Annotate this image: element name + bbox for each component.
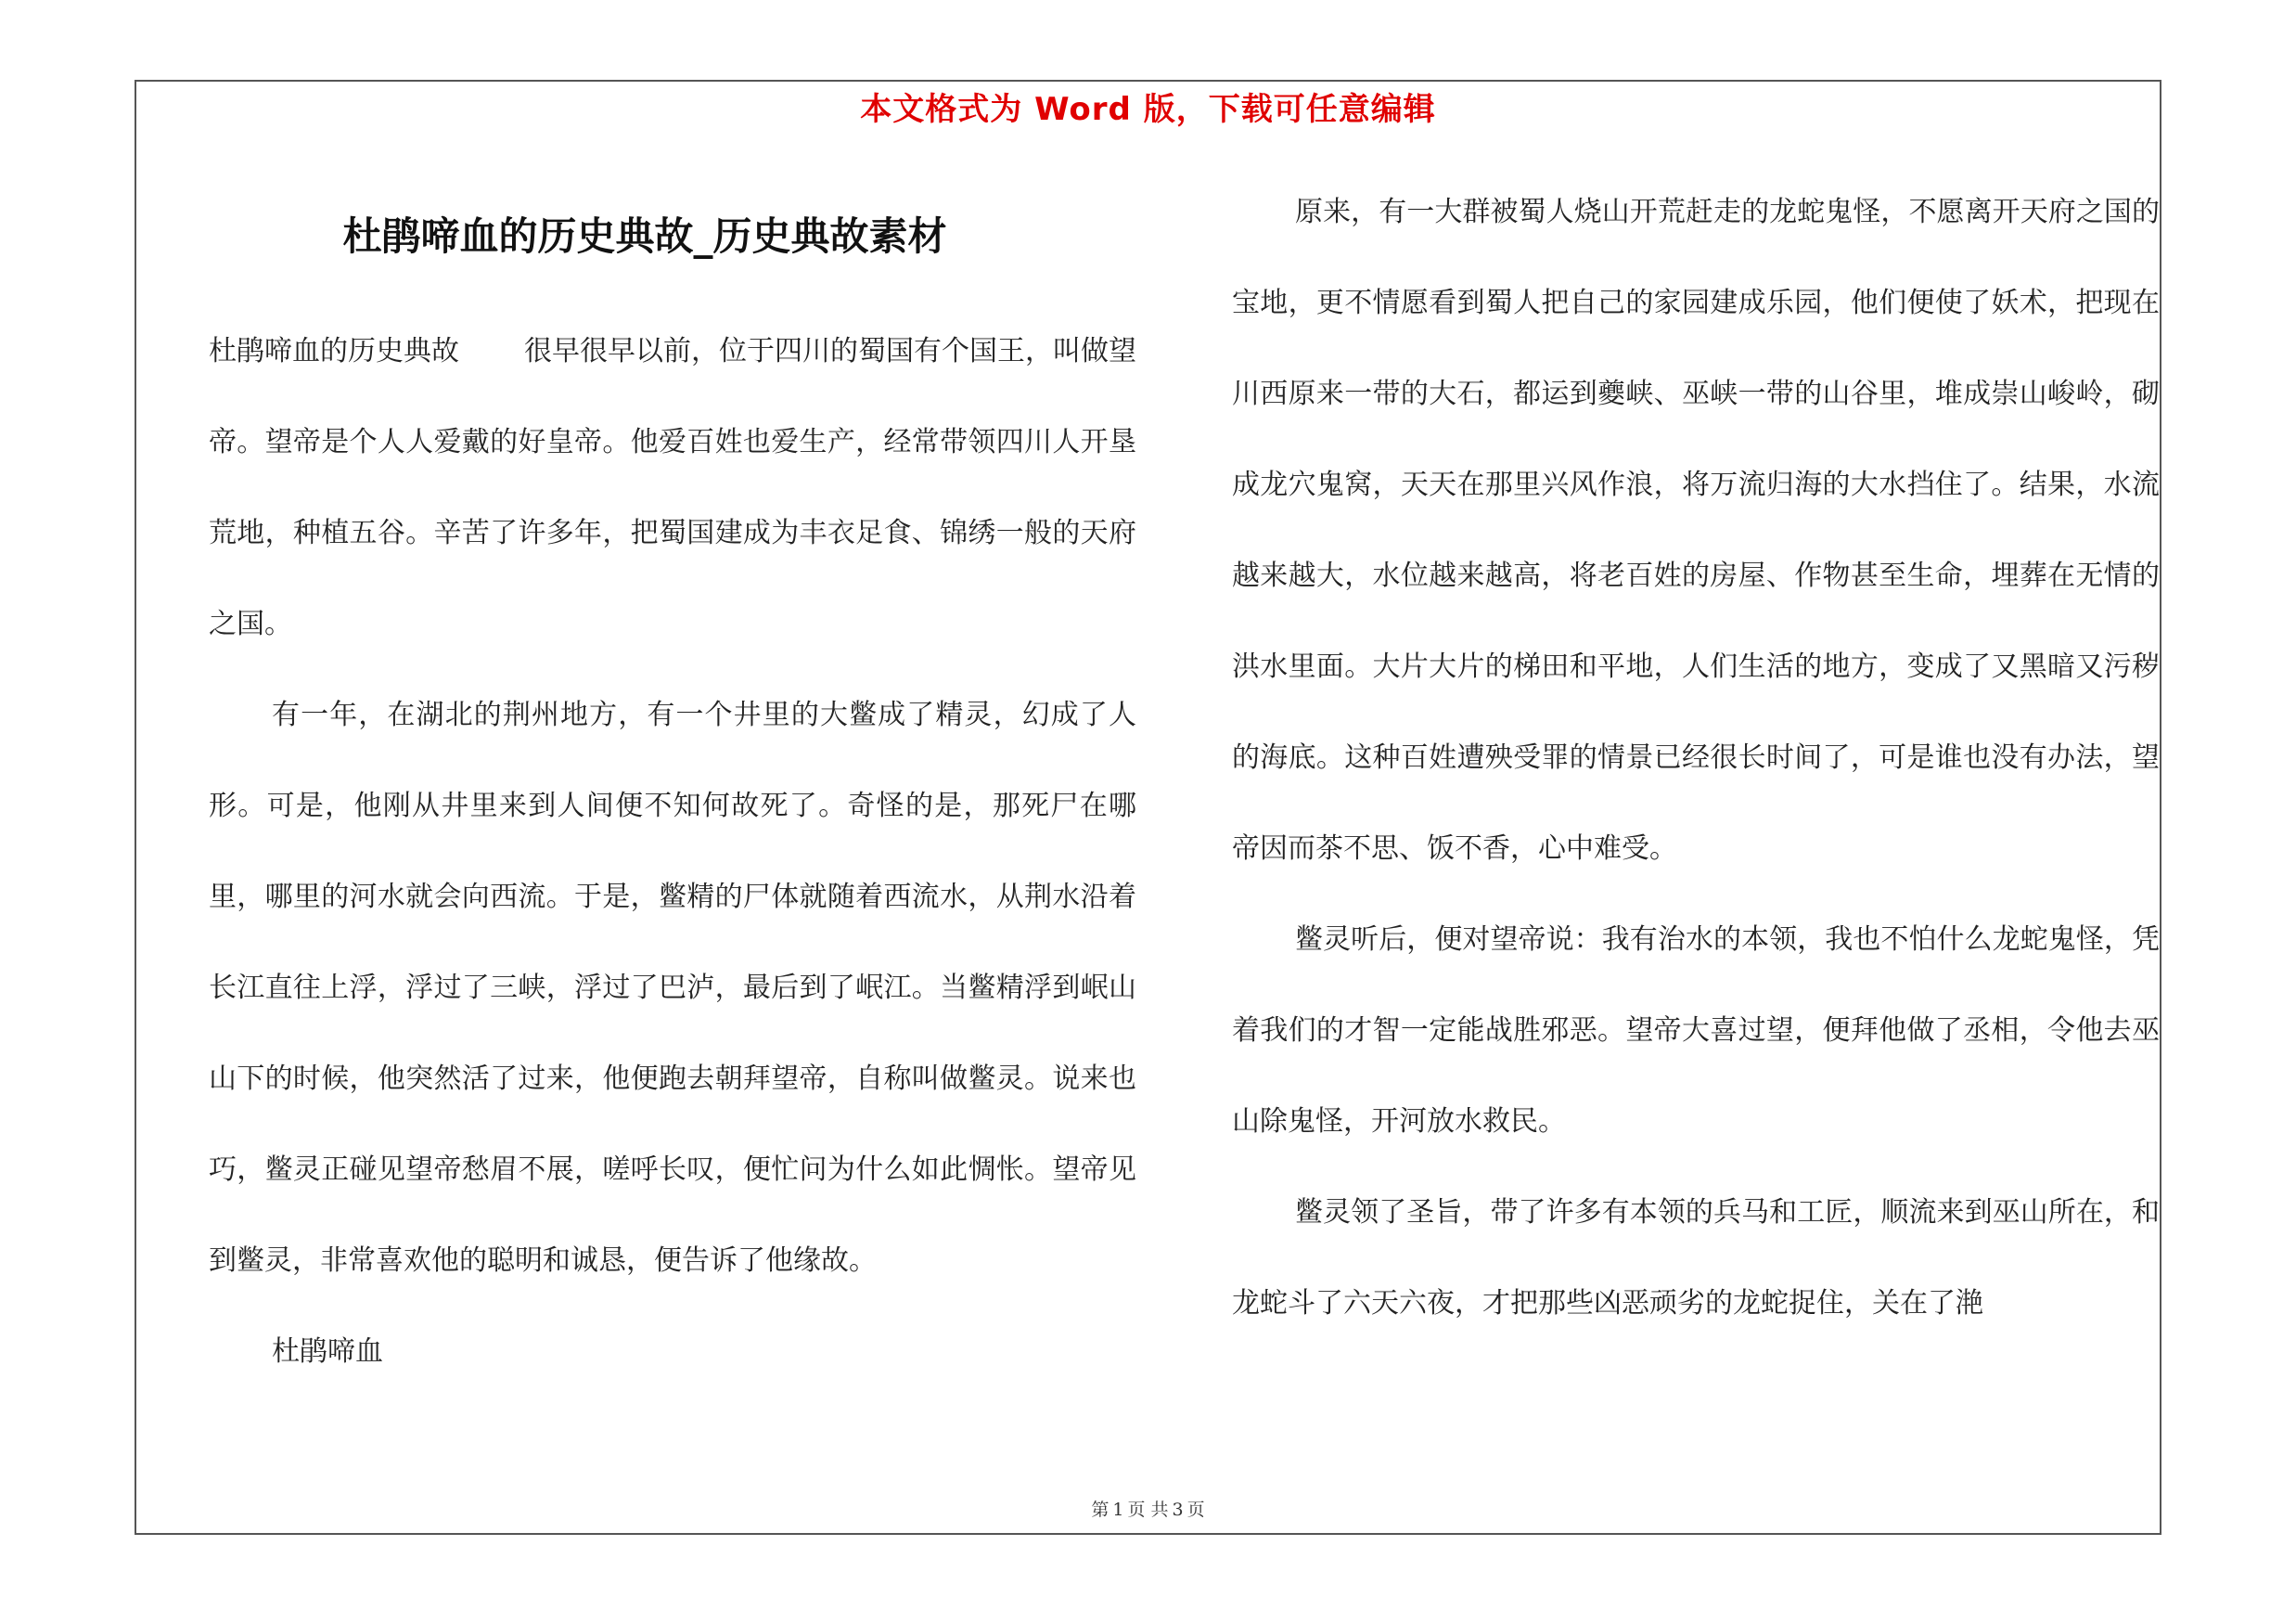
footer-current-page: 1 <box>1112 1500 1124 1520</box>
left-paragraph-1 <box>209 306 1136 670</box>
right-paragraph-1: 原来，有一大群被蜀人烧山开荒赶走的龙蛇鬼怪，不愿离开天府之国的宝地，更不情愿看到蜀人把自己的家园建成乐园，他们便使了妖术，把现在川西原来一带的大石，都运到夔峡、巫峡一带的山谷里，堆成崇山峻岭，砌成龙穴鬼窝，天天在那里兴风作浪，将万流归海的大水挡住了。结果，水流越来越大，水位越来越高，将老百姓的房屋、作物甚至生命，埋葬在无情的洪水里面。大片大片的梯田和平地，人们生活的地方，变成了又黑暗又污秽的海底。这种百姓遭殃受罪的情景已经很长时间了，可是谁也没有办法，望帝因而茶不思、饭不香，心中难受。 <box>1232 196 2160 865</box>
document-title: 杜鹃啼血的历史典故_历史典故素材 <box>342 213 947 259</box>
right-paragraph-2: 鳖灵听后，便对望帝说：我有治水的本领，我也不怕什么龙蛇鬼怪，凭着我们的才智一定能战胜邪恶。望帝大喜过望，便拜他做了丞相，令他去巫山除鬼怪，开河放水救民。 <box>1232 923 2160 1138</box>
right-column <box>1232 167 2160 1349</box>
word-format-banner: 本文格式为 Word 版，下载可任意编辑 <box>860 91 1436 128</box>
left-column <box>209 306 1136 1398</box>
left-paragraph-1-text: 很早很早以前，位于四川的蜀国有个国王，叫做望帝。望帝是个人人爱戴的好皇帝。他爱百姓也爱生产，经常带领四川人开垦荒地，种植五谷。辛苦了许多年，把蜀国建成为丰衣足食、锦绣一般的天府之国。 <box>209 335 1136 640</box>
article-label: 杜鹃啼血的历史典故 <box>209 335 459 367</box>
page-footer <box>0 1496 2296 1521</box>
footer-prefix: 第 <box>1091 1500 1110 1520</box>
left-paragraph-2: 有一年，在湖北的荆州地方，有一个井里的大鳖成了精灵，幻成了人形。可是，他刚从井里来到人间便不知何故死了。奇怪的是，那死尸在哪里，哪里的河水就会向西流。于是，鳖精的尸体就随着西流水，从荆水沿着长江直往上浮，浮过了三峡，浮过了巴泸，最后到了岷江。当鳖精浮到岷山山下的时候，他突然活了过来，他便跑去朝拜望帝，自称叫做鳖灵。说来也巧，鳖灵正碰见望帝愁眉不展，嗟呼长叹，便忙问为什么如此惆怅。望帝见到鳖灵，非常喜欢他的聪明和诚恳，便告诉了他缘故。 <box>209 699 1136 1277</box>
left-paragraph-3: 杜鹃啼血 <box>272 1335 383 1368</box>
right-paragraph-3: 鳖灵领了圣旨，带了许多有本领的兵马和工匠，顺流来到巫山所在，和龙蛇斗了六天六夜，才把那些凶恶顽劣的龙蛇捉住，关在了滟 <box>1232 1196 2160 1320</box>
footer-total-pages: 3 <box>1172 1500 1184 1520</box>
footer-suffix: 页 <box>1186 1500 1205 1520</box>
footer-mid: 页 共 <box>1127 1500 1169 1520</box>
